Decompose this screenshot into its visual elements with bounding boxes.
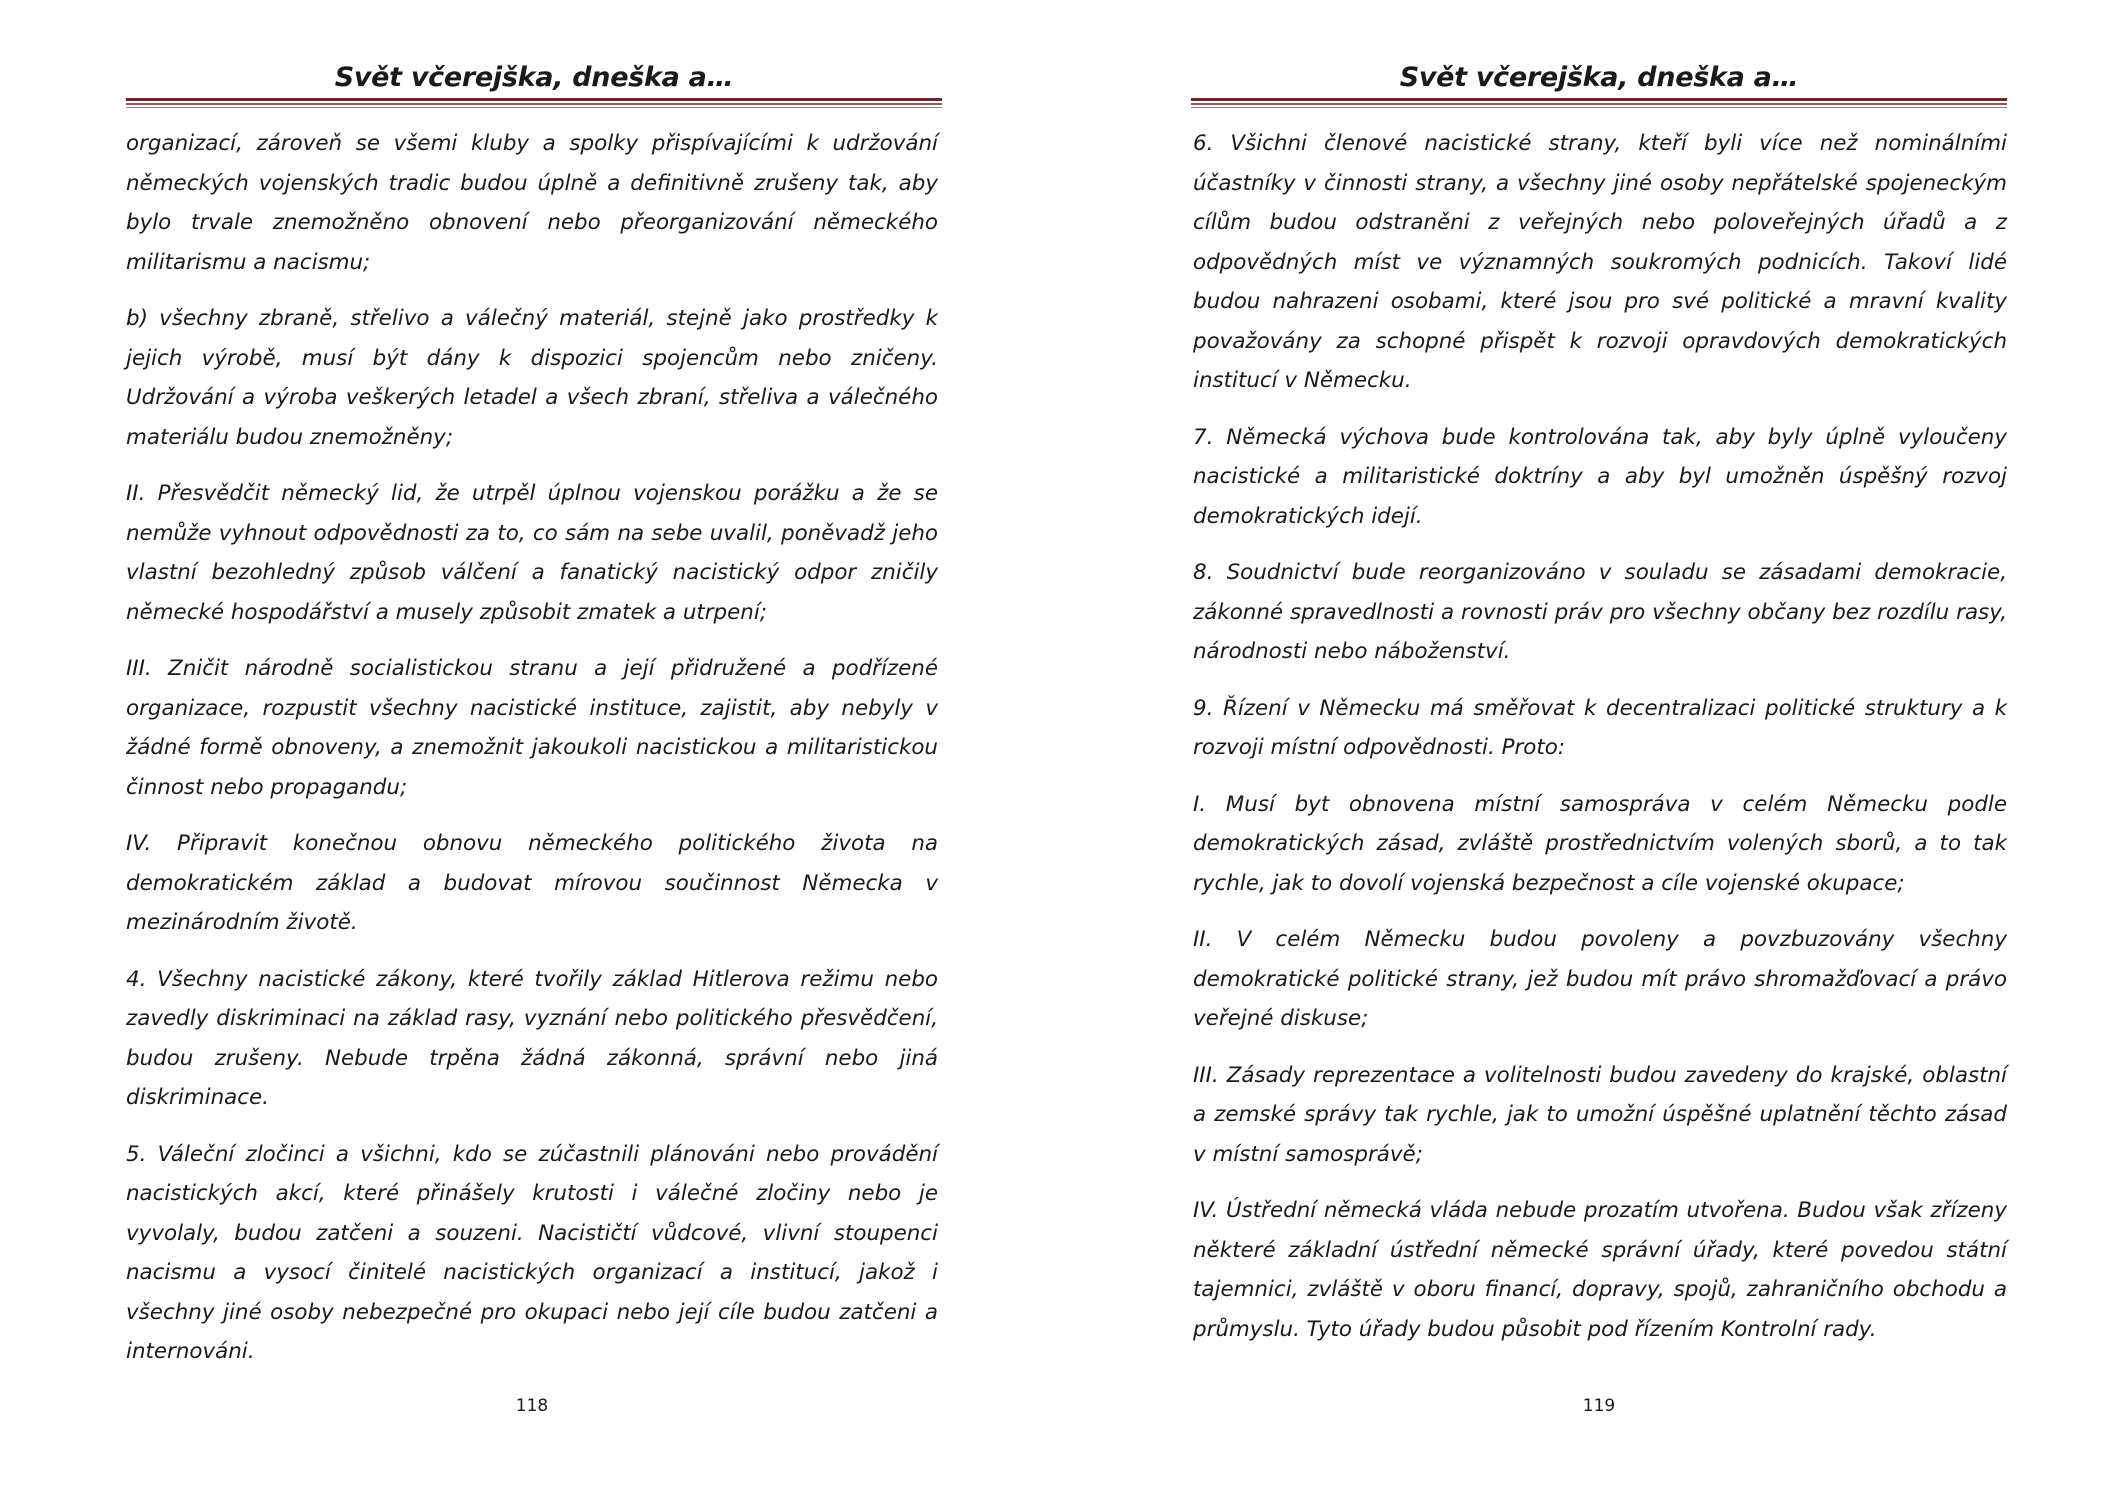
paragraph: III. Zničit národně socialistickou stranu a její přidružené a podřízené organizace, rozpustit všechny nacistické instituce, zajistit, aby nebyly v žádné formě obnoveny, a znemožnit jakoukoli nacistickou a militaristickou činnost nebo propagandu; bbox=[126, 656, 938, 800]
header-rule bbox=[1191, 103, 2007, 105]
paragraph: b) všechny zbraně, střelivo a válečný materiál, stejně jako prostředky k jejich výrobě, musí být dány k dispozici spojencům nebo zničeny. Udržování a výroba veškerých letadel a všech zbraní, střeliva a válečného materiálu budou znemožněny; bbox=[126, 306, 938, 450]
paragraph: 4. Všechny nacistické zákony, které tvořily základ Hitlerova režimu nebo zavedly diskriminaci na základ rasy, vyznání nebo politického přesvědčení, budou zrušeny. Nebude trpěna žádná zákonná, správní nebo jiná diskriminace. bbox=[126, 966, 938, 1110]
paragraph: 9. Řízení v Německu má směřovat k decentralizaci politické struktury a k rozvoji místní odpovědnosti. Proto: bbox=[1193, 695, 2007, 760]
page-number: 118 bbox=[515, 1396, 549, 1416]
header-rule bbox=[1191, 98, 2007, 101]
paragraph: IV. Připravit konečnou obnovu německého politického života na demokratickém základ a budovat mírovou součinnost Německa v mezinárodním životě. bbox=[126, 831, 938, 935]
page-number: 119 bbox=[1582, 1396, 1616, 1416]
paragraph: III. Zásady reprezentace a volitelnosti budou zavedeny do krajské, oblastní a zemské správy tak rychle, jak to umožní úspěšné uplatnění těchto zásad v místní samosprávě; bbox=[1193, 1062, 2007, 1167]
paragraph: 5. Váleční zločinci a všichni, kdo se zúčastnili plánováni nebo provádění nacistických akcí, které přinášely krutosti i válečné zločiny nebo je vyvolaly, budou zatčeni a souzeni. Nacističtí vůdcové, vlivní stoupenci nacismu a vysocí činitelé nacistických organizací a institucí, jakož i všechny jiné osoby nebezpečné pro okupaci nebo její cíle budou zatčeni a internováni. bbox=[126, 1141, 938, 1364]
paragraph: I. Musí byt obnovena místní samospráva v celém Německu podle demokratických zásad, zvláště prostřednictvím volených sborů, a to tak rychle, jak to dovolí vojenská bezpečnost a cíle vojenské okupace; bbox=[1193, 791, 2007, 896]
header-rule bbox=[126, 98, 942, 101]
running-header: Svět včerejška, dneška a… bbox=[334, 62, 734, 93]
paragraph: 6. Všichni členové nacistické strany, kteří byli více než nominálními účastníky v činnosti strany, a všechny jiné osoby nepřátelské spojeneckým cílům budou odstraněni z veřejných nebo poloveřejných úřadů a z odpovědných míst ve významných soukromých podnicích. Takoví lidé budou nahrazeni osobami, které jsou pro své politické a mravní kvality považovány za schopné přispět k rozvoji opravdových demokratických institucí v Německu. bbox=[1193, 131, 2007, 393]
paragraph: 8. Soudnictví bude reorganizováno v souladu se zásadami demokracie, zákonné spravedlnosti a rovnosti práv pro všechny občany bez rozdílu rasy, národnosti nebo náboženství. bbox=[1193, 560, 2007, 664]
paragraph: II. V celém Německu budou povoleny a povzbuzovány všechny demokratické politické strany, jež budou mít právo shromažďovací a právo veřejné diskuse; bbox=[1193, 927, 2007, 1031]
paragraph: 7. Německá výchova bude kontrolována tak, aby byly úplně vyloučeny nacistické a militaristické doktríny a aby byl umožněn úspěšný rozvoj demokratických idejí. bbox=[1193, 424, 2007, 529]
header-rule bbox=[1191, 107, 2007, 108]
page-body bbox=[1193, 124, 2007, 1366]
paragraph: IV. Ústřední německá vláda nebude prozatím utvořena. Budou však zřízeny některé základní ústřední německé správní úřady, které povedou státní tajemnici, zvláště v oboru financí, dopravy, spojů, zahraničního obchodu a průmyslu. Tyto úřady budou působit pod řízením Kontrolní rady. bbox=[1193, 1198, 2007, 1342]
running-header: Svět včerejška, dneška a… bbox=[1399, 62, 1799, 93]
header-rule bbox=[126, 107, 942, 108]
paragraph: II. Přesvědčit německý lid, že utrpěl úplnou vojenskou porážku a že se nemůže vyhnout odpovědnosti za to, co sám na sebe uvalil, poněvadž jeho vlastní bezohledný způsob válčení a fanatický nacistický odpor zničily německé hospodářství a musely způsobit zmatek a utrpení; bbox=[126, 481, 938, 625]
header-rule bbox=[126, 103, 942, 105]
paragraph: organizací, zároveň se všemi kluby a spolky přispívajícími k udržování německých vojenských tradic budou úplně a definitivně zrušeny tak, aby bylo trvale znemožněno obnovení nebo přeorganizování německého militarismu a nacismu; bbox=[126, 131, 938, 275]
page-body bbox=[126, 124, 938, 1389]
